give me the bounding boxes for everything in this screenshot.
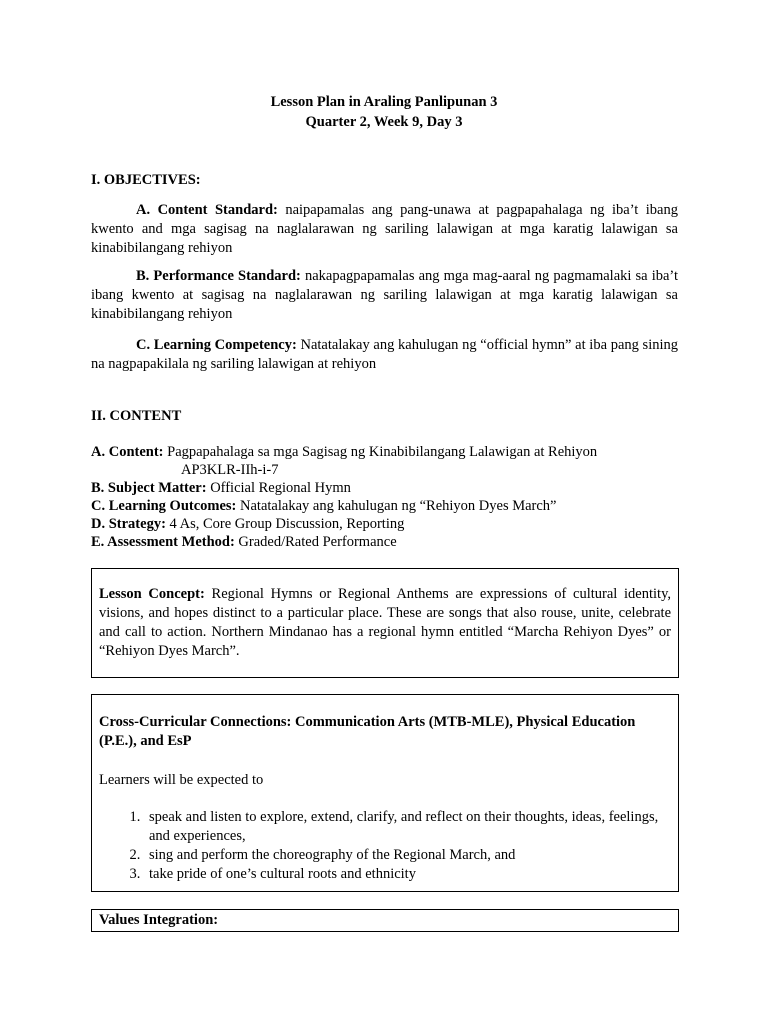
cross-curricular-box bbox=[91, 694, 679, 892]
assessment-method-label: E. Assessment Method: bbox=[91, 534, 235, 550]
learning-outcomes bbox=[91, 497, 557, 516]
performance-standard-text: nakapagpapamalas ang mga mag-aaral ng pagmamalaki sa iba’t ibang kwento at sagisag na naglalarawan ng sariling lalawigan at mga karatig lalawigan sa kinabibilangang rehiyon bbox=[91, 268, 679, 322]
cross-curricular-intro: Learners will be expected to bbox=[99, 772, 264, 788]
values-integration-label: Values Integration: bbox=[99, 912, 219, 928]
subject-matter-text: Official Regional Hymn bbox=[210, 480, 351, 496]
learning-competency-label: C. Learning Competency: bbox=[136, 337, 297, 353]
learning-outcomes-label: C. Learning Outcomes: bbox=[91, 498, 237, 514]
document-subtitle: Quarter 2, Week 9, Day 3 bbox=[305, 114, 463, 130]
content-standard bbox=[91, 201, 678, 258]
learning-competency bbox=[91, 336, 678, 374]
learning-competency-text: Natatalakay ang kahulugan ng “official hymn” at iba pang sining na nagpapakilala ng sariling lalawigan at rehiyon bbox=[91, 337, 679, 372]
values-integration-box bbox=[91, 909, 679, 932]
content-item-text: Pagpapahalaga sa mga Sagisag ng Kinabibilangang Lalawigan at Rehiyon bbox=[167, 444, 598, 460]
performance-standard bbox=[91, 267, 678, 324]
strategy-label: D. Strategy: bbox=[91, 516, 166, 532]
content-standard-label: A. Content Standard: bbox=[136, 202, 278, 218]
expectations-list bbox=[99, 808, 671, 884]
performance-standard-label: B. Performance Standard: bbox=[136, 268, 301, 284]
assessment-method-text: Graded/Rated Performance bbox=[238, 534, 397, 550]
learning-outcomes-text: Natatalakay ang kahulugan ng “Rehiyon Dyes March” bbox=[240, 498, 557, 514]
content-item bbox=[91, 443, 597, 462]
content-code: AP3KLR-IIh-i-7 bbox=[181, 462, 279, 478]
assessment-method bbox=[91, 533, 397, 552]
strategy bbox=[91, 515, 404, 534]
list-item: 1. speak and listen to explore, extend, clarify, and reflect on their thoughts, ideas, feelings, and experiences, bbox=[144, 808, 671, 846]
document-title: Lesson Plan in Araling Panlipunan 3 bbox=[270, 94, 498, 110]
content-heading: II. CONTENT bbox=[91, 408, 182, 424]
lesson-concept-box bbox=[91, 568, 679, 678]
cross-curricular-title: Cross-Curricular Connections: Communication Arts (MTB-MLE), Physical Education (P.E.), and EsP bbox=[99, 714, 636, 749]
subject-matter bbox=[91, 479, 351, 498]
content-item-label: A. Content: bbox=[91, 444, 164, 460]
subject-matter-label: B. Subject Matter: bbox=[91, 480, 207, 496]
lesson-concept-label: Lesson Concept: bbox=[99, 586, 205, 602]
content-standard-text: naipapamalas ang pang-unawa at pagpapahalaga ng iba’t ibang kwento and mga sagisag na naglalarawan ng sariling lalawigan at mga karatig lalawigan sa kinabibilangang rehiyon bbox=[91, 202, 678, 256]
strategy-text: 4 As, Core Group Discussion, Reporting bbox=[169, 516, 405, 532]
objectives-heading: I. OBJECTIVES: bbox=[91, 172, 201, 188]
list-item: 2. sing and perform the choreography of the Regional March, and bbox=[144, 846, 671, 865]
list-item: 3. take pride of one’s cultural roots and ethnicity bbox=[144, 865, 671, 884]
lesson-concept-text: Regional Hymns or Regional Anthems are expressions of cultural identity, visions, and hopes distinct to a particular place. These are songs that also rouse, unite, celebrate and call to action. Northern Mindanao has a regional hymn entitled “Marcha Rehiyon Dyes” or “Rehiyon Dyes March”. bbox=[99, 586, 672, 659]
